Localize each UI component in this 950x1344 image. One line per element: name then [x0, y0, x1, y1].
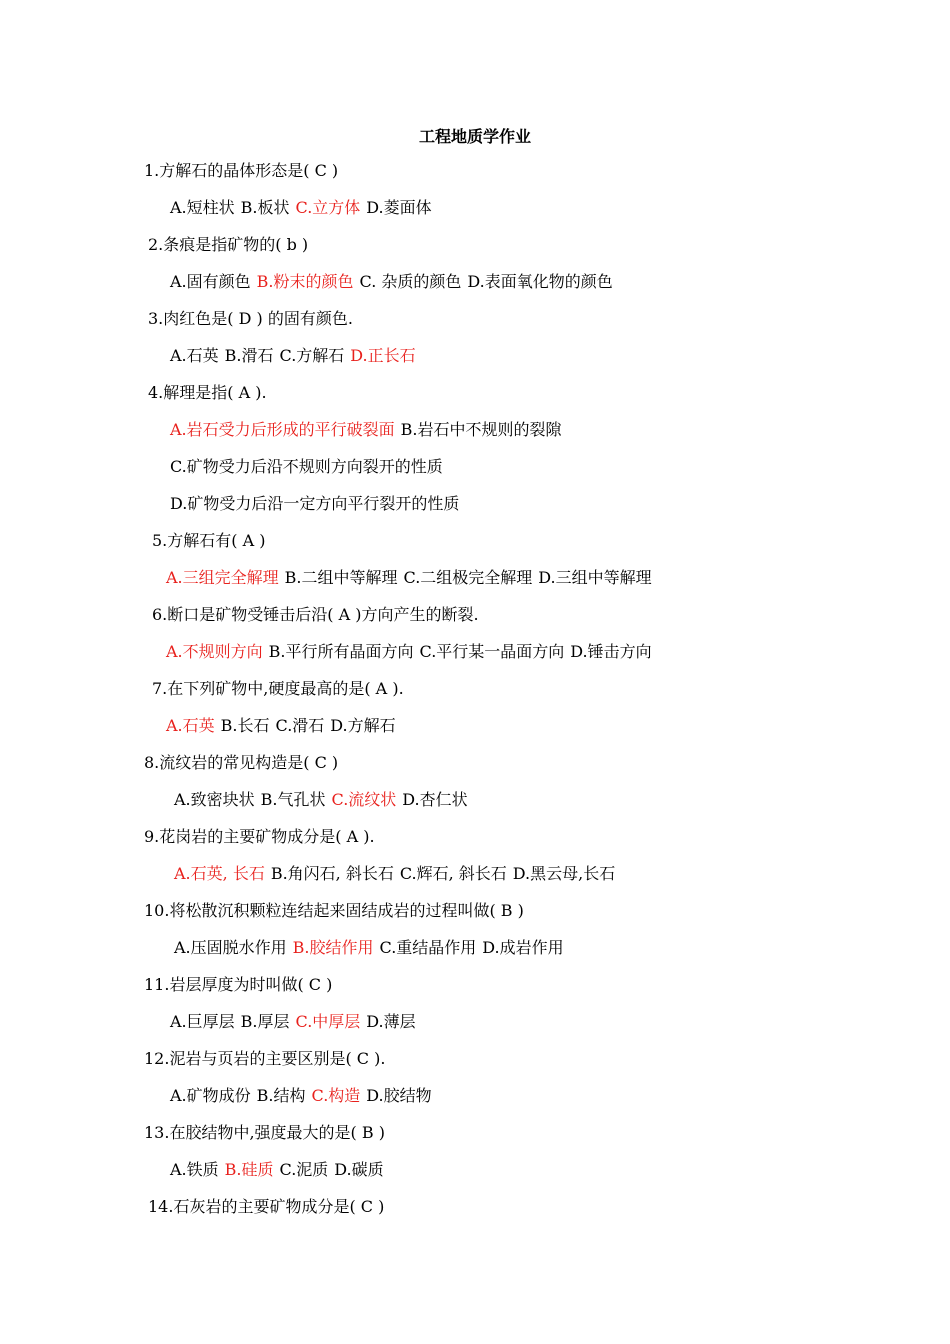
- text-segment: C.重结晶作用: [379, 938, 477, 957]
- text-segment: D.黑云母,长石: [512, 864, 616, 883]
- question-13: [144, 1122, 391, 1144]
- question-10: [144, 900, 530, 922]
- text-segment: D.表面氧化物的颜色: [467, 272, 613, 291]
- text-segment: 10.将松散沉积颗粒连结起来固结成岩的过程叫做( B ): [144, 901, 524, 920]
- text-segment: C.泥质: [279, 1160, 329, 1179]
- text-segment: 5.方解石有( A ): [152, 531, 266, 550]
- text-segment: 2.条痕是指矿物的( b ): [148, 235, 309, 254]
- question-1: [144, 160, 344, 182]
- options-2: [170, 271, 619, 293]
- options-3: [170, 345, 422, 367]
- options-1: [170, 197, 438, 219]
- options-7: [166, 715, 402, 737]
- text-segment: B.结构: [256, 1086, 306, 1105]
- text-segment: D.成岩作用: [482, 938, 564, 957]
- options-13: [170, 1159, 390, 1181]
- question-12: [144, 1048, 391, 1070]
- answer-option: C.流纹状: [331, 790, 397, 809]
- text-segment: A.巨厚层: [170, 1012, 235, 1031]
- text-segment: 9.花岗岩的主要矿物成分是( A ).: [144, 827, 375, 846]
- answer-option: D.正长石: [350, 346, 416, 365]
- options-11: [170, 1011, 422, 1033]
- answer-option: A.三组完全解理: [166, 568, 279, 587]
- text-segment: 11.岩层厚度为时叫做( C ): [144, 975, 333, 994]
- options-10: [174, 937, 570, 959]
- question-11: [144, 974, 338, 996]
- options-12: [170, 1085, 438, 1107]
- question-4: [148, 382, 273, 404]
- text-segment: D.薄层: [366, 1012, 416, 1031]
- text-segment: C.二组极完全解理: [403, 568, 533, 587]
- options-4-c: [170, 456, 449, 478]
- answer-option: B.胶结作用: [292, 938, 374, 957]
- text-segment: D.杏仁状: [402, 790, 468, 809]
- answer-option: C.中厚层: [295, 1012, 361, 1031]
- text-segment: 1.方解石的晶体形态是( C ): [144, 161, 339, 180]
- text-segment: 3.肉红色是( D ) 的固有颜色.: [148, 309, 353, 328]
- text-segment: C.滑石: [275, 716, 325, 735]
- answer-option: A.岩石受力后形成的平行破裂面: [170, 420, 395, 439]
- answer-option: A.不规则方向: [166, 642, 263, 661]
- options-6: [166, 641, 658, 663]
- answer-option: A.石英, 长石: [174, 864, 265, 883]
- text-segment: B.长石: [220, 716, 270, 735]
- text-segment: 12.泥岩与页岩的主要区别是( C ).: [144, 1049, 386, 1068]
- answer-option: B.粉末的颜色: [256, 272, 354, 291]
- text-segment: D.三组中等解理: [538, 568, 652, 587]
- text-segment: 7.在下列矿物中,硬度最高的是( A ).: [152, 679, 404, 698]
- question-2: [148, 234, 314, 256]
- answer-option: C.构造: [311, 1086, 361, 1105]
- text-segment: B.平行所有晶面方向: [268, 642, 414, 661]
- question-3: [148, 308, 359, 330]
- text-segment: D.胶结物: [366, 1086, 432, 1105]
- text-segment: 4.解理是指( A ).: [148, 383, 267, 402]
- text-segment: C.辉石, 斜长石: [399, 864, 507, 883]
- options-4-d: [170, 493, 465, 515]
- options-4-ab: [170, 419, 568, 441]
- text-segment: A.致密块状: [174, 790, 255, 809]
- text-segment: 6.断口是矿物受锤击后沿( A )方向产生的断裂.: [152, 605, 479, 624]
- text-segment: A.铁质: [170, 1160, 219, 1179]
- question-5: [152, 530, 271, 552]
- text-segment: B.角闪石, 斜长石: [270, 864, 394, 883]
- question-6: [152, 604, 485, 626]
- text-segment: A.固有颜色: [170, 272, 251, 291]
- options-5: [166, 567, 658, 589]
- text-segment: B.厚层: [240, 1012, 290, 1031]
- text-segment: B.岩石中不规则的裂隙: [400, 420, 562, 439]
- text-segment: D.碳质: [334, 1160, 384, 1179]
- text-segment: B.二组中等解理: [284, 568, 398, 587]
- text-segment: D.菱面体: [366, 198, 432, 217]
- text-segment: A.短柱状: [170, 198, 235, 217]
- text-segment: C. 杂质的颜色: [359, 272, 462, 291]
- question-8: [144, 752, 344, 774]
- options-8: [174, 789, 474, 811]
- text-segment: A.石英: [170, 346, 219, 365]
- answer-option: C.立方体: [295, 198, 361, 217]
- text-segment: C.矿物受力后沿不规则方向裂开的性质: [170, 457, 443, 476]
- options-9: [174, 863, 621, 885]
- text-segment: A.矿物成份: [170, 1086, 251, 1105]
- answer-option: B.硅质: [224, 1160, 274, 1179]
- document-title: 工程地质学作业: [418, 127, 531, 146]
- question-14: [148, 1196, 390, 1218]
- text-segment: B.气孔状: [260, 790, 326, 809]
- text-segment: 8.流纹岩的常见构造是( C ): [144, 753, 339, 772]
- text-segment: 13.在胶结物中,强度最大的是( B ): [144, 1123, 385, 1142]
- text-segment: C.平行某一晶面方向: [419, 642, 565, 661]
- text-segment: D.方解石: [330, 716, 396, 735]
- text-segment: D.锤击方向: [570, 642, 652, 661]
- text-segment: B.板状: [240, 198, 290, 217]
- question-9: [144, 826, 381, 848]
- text-segment: D.矿物受力后沿一定方向平行裂开的性质: [170, 494, 460, 513]
- text-segment: A.压固脱水作用: [174, 938, 287, 957]
- answer-option: A.石英: [166, 716, 215, 735]
- text-segment: 14.石灰岩的主要矿物成分是( C ): [148, 1197, 385, 1216]
- text-segment: C.方解石: [279, 346, 345, 365]
- question-7: [152, 678, 410, 700]
- text-segment: B.滑石: [224, 346, 274, 365]
